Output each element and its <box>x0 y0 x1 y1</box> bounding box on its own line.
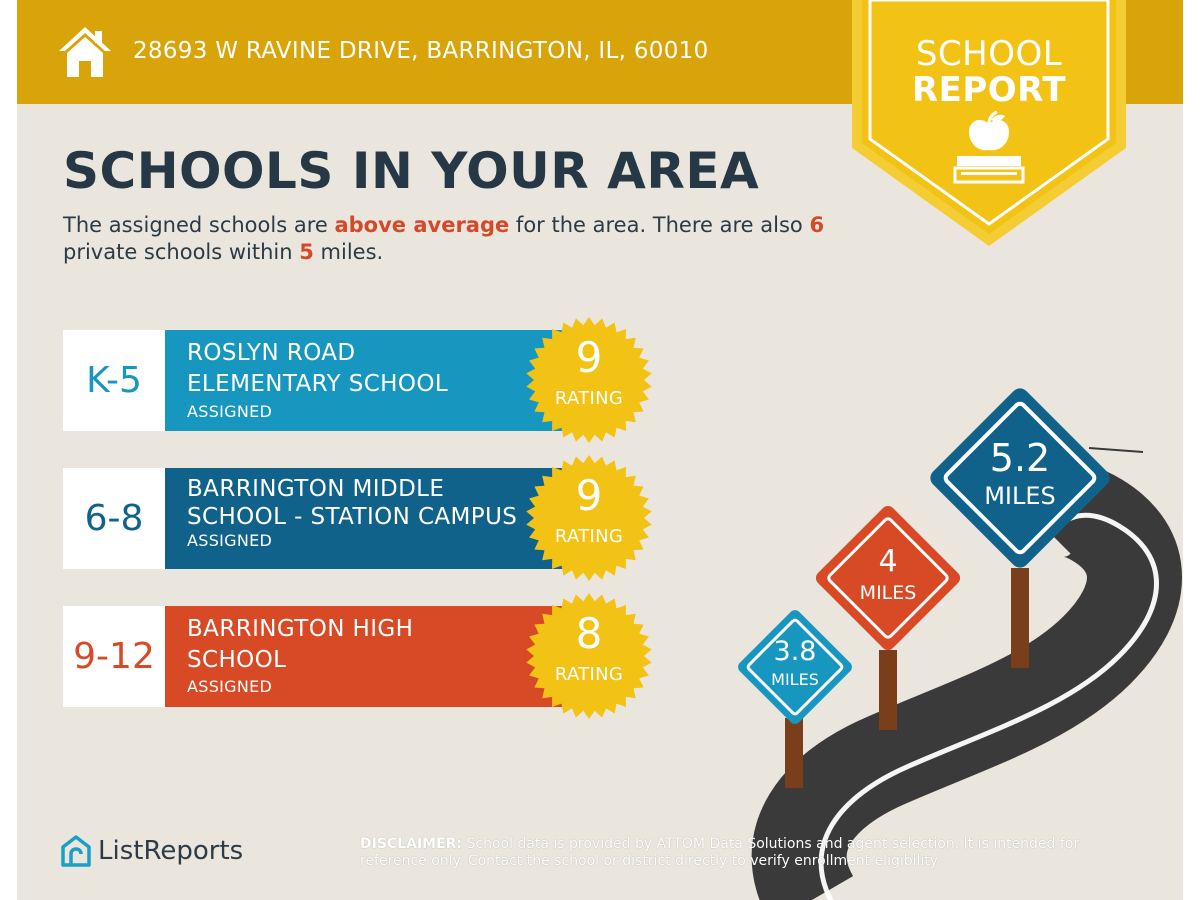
intro-highlight-rating: above average <box>334 213 510 237</box>
intro-highlight-count: 6 <box>809 213 825 237</box>
rating-label: RATING <box>554 526 624 547</box>
logo-text: ListReports <box>98 836 244 866</box>
rating-seal <box>525 592 653 720</box>
page-title: SCHOOLS IN YOUR AREA <box>63 142 760 200</box>
apple-on-books-icon <box>951 110 1027 184</box>
distance-sign-value: 5.2 <box>989 436 1051 480</box>
sign-post <box>1011 568 1029 668</box>
school-status: ASSIGNED <box>187 402 273 421</box>
school-name-line-2: ELEMENTARY SCHOOL <box>187 371 449 397</box>
rating-seal <box>525 316 653 444</box>
school-status: ASSIGNED <box>187 531 273 550</box>
distance-sign-unit: MILES <box>859 582 917 604</box>
house-icon <box>57 25 113 79</box>
school-name-line-2: SCHOOL <box>187 647 287 673</box>
school-name-line-1: BARRINGTON MIDDLE <box>187 476 445 502</box>
infographic-page <box>17 0 1183 900</box>
grade-range: K-5 <box>63 330 165 431</box>
school-status: ASSIGNED <box>187 677 273 696</box>
rating-seal <box>525 454 653 582</box>
listreports-logo-icon <box>61 835 91 867</box>
distance-sign-unit: MILES <box>984 482 1056 510</box>
school-row <box>63 606 563 707</box>
listreports-logo <box>61 835 301 869</box>
grade-range: 6-8 <box>63 468 165 569</box>
badge-line-1: SCHOOL <box>915 34 1063 74</box>
distance-sign-value: 4 <box>878 544 898 579</box>
intro-text: The assigned schools are above average for the area. There are also 6 private schools within 5 miles. <box>63 213 825 264</box>
property-address: 28693 W RAVINE DRIVE, BARRINGTON, IL, 60010 <box>133 38 709 64</box>
disclaimer-label: DISCLAIMER: <box>360 836 463 852</box>
rating-label: RATING <box>554 388 624 409</box>
rating-value: 9 <box>575 333 603 382</box>
school-name-line-2: SCHOOL - STATION CAMPUS <box>187 504 518 530</box>
intro-highlight-distance: 5 <box>299 240 314 264</box>
rating-value: 8 <box>575 609 603 658</box>
school-name-line-1: ROSLYN ROAD <box>187 340 356 366</box>
distance-sign-unit: MILES <box>771 670 819 689</box>
rating-label: RATING <box>554 664 624 685</box>
sign-post <box>879 650 897 730</box>
badge-line-2: REPORT <box>911 70 1067 110</box>
disclaimer-text: DISCLAIMER: School data is provided by ATTOM Data Solutions and agent selection. It is intended for reference only. Contact the school or district directly to verify enrollment eligibility. <box>360 836 1080 869</box>
school-info <box>165 468 563 569</box>
school-row <box>63 330 563 431</box>
school-name-line-1: BARRINGTON HIGH <box>187 616 414 642</box>
distance-sign-value: 3.8 <box>773 636 817 667</box>
school-row <box>63 468 563 569</box>
grade-range: 9-12 <box>63 606 165 707</box>
school-info <box>165 330 563 431</box>
rating-value: 9 <box>575 471 603 520</box>
school-info <box>165 606 563 707</box>
